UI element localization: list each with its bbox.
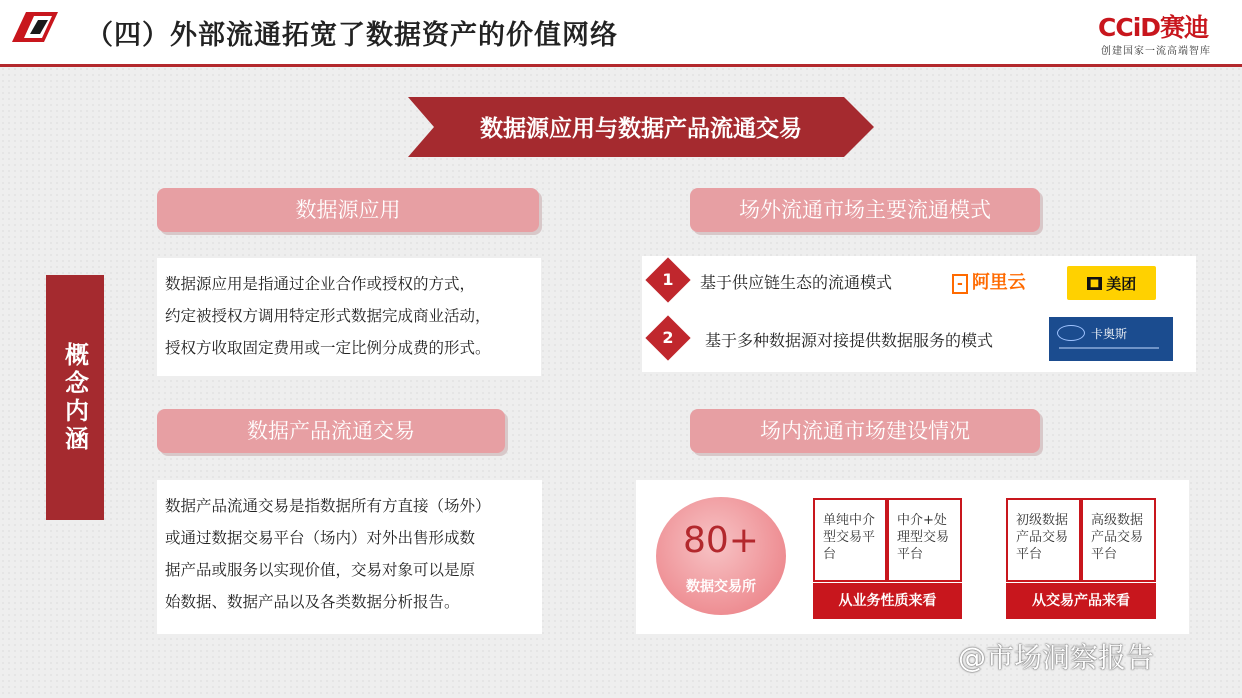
concept-side-tab: 概念内涵 [46, 275, 104, 520]
data-source-heading: 数据源应用 [157, 188, 539, 232]
cosmoplat-logo-text: 卡奥斯 [1091, 327, 1128, 341]
page-title: （四）外部流通拓宽了数据资产的价值网络 [86, 20, 618, 51]
data-product-line: 始数据、数据产品以及各类数据分析报告。 [165, 593, 460, 611]
product-type-caption: 从交易产品来看 [1006, 583, 1156, 619]
data-product-heading: 数据产品流通交易 [157, 409, 505, 453]
cosmoplat-logo [1049, 317, 1173, 361]
mode-label: 基于多种数据源对接提供数据服务的模式 [705, 331, 994, 350]
data-source-card [157, 258, 541, 376]
meituan-logo: ■ 美团 [1067, 266, 1156, 300]
inside-market-heading: 场内流通市场建设情况 [690, 409, 1040, 453]
mode-label: 基于供应链生态的流通模式 [700, 273, 893, 292]
outside-market-heading: 场外流通市场主要流通模式 [690, 188, 1040, 232]
mode-number: 1 [662, 270, 674, 289]
brand-tagline: 创建国家一流高端智库 [1101, 46, 1211, 57]
meituan-logo-text: 美团 [1106, 274, 1137, 293]
data-source-line: 约定被授权方调用特定形式数据完成商业活动， [165, 307, 491, 325]
section-banner-text: 数据源应用与数据产品流通交易 [480, 116, 802, 142]
business-nature-caption: 从业务性质来看 [813, 583, 962, 619]
aliyun-logo: - 阿里云 [952, 268, 1026, 294]
platform-type-box: 初级数据产品交易平台 [1006, 498, 1081, 582]
mode-number: 2 [662, 328, 674, 347]
exchange-count: 80+ [683, 520, 759, 561]
platform-type-box: 中介+处理型交易平台 [887, 498, 962, 582]
platform-type-box: 单纯中介型交易平台 [813, 498, 887, 582]
exchange-count-label: 数据交易所 [686, 579, 756, 595]
aliyun-logo-text: 阿里云 [971, 272, 1026, 293]
data-product-card [157, 480, 542, 634]
slide-logo-icon [12, 12, 58, 42]
data-product-line: 或通过数据交易平台（场内）对外出售形成数 [165, 529, 476, 547]
data-source-line: 授权方收取固定费用或一定比例分成费的形式。 [165, 339, 491, 357]
watermark-text: @市场洞察报告 [958, 641, 1155, 674]
platform-type-box: 高级数据产品交易平台 [1081, 498, 1156, 582]
data-source-line: 数据源应用是指通过企业合作或授权的方式， [165, 275, 476, 293]
header-divider [0, 64, 1242, 67]
brand-logo: CCiD赛迪 [1098, 13, 1209, 42]
data-product-line: 据产品或服务以实现价值，交易对象可以是原 [165, 561, 476, 579]
data-product-line: 数据产品流通交易是指数据所有方直接（场外） [165, 497, 491, 515]
